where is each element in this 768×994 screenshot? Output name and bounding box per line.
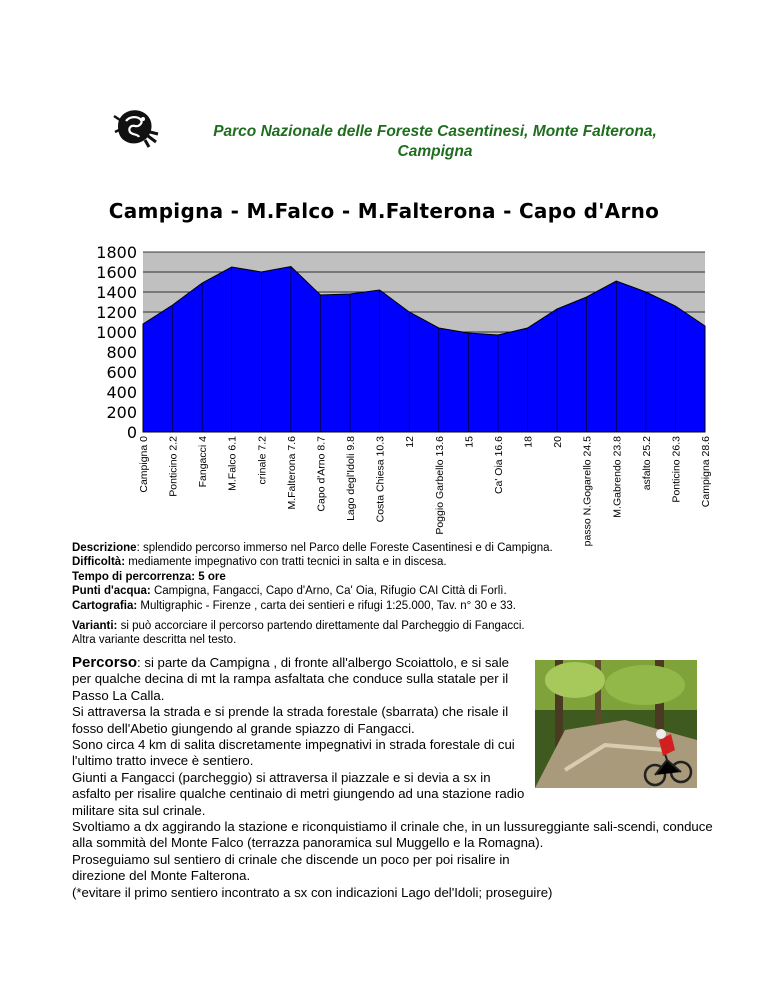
x-tick-label: Campigna 28.6: [700, 436, 712, 508]
elevation-profile-chart: [80, 242, 720, 547]
variants-line-2: Altra variante descritta nel testo.: [72, 634, 237, 647]
y-tick-label: 1400: [96, 283, 137, 302]
route-paragraph-5: Svoltiamo a dx aggirando la stazione e riconquistiamo il crinale che, in un lussureggiante sali-scendi, conduce alla sommità del Monte Falco (terrazza panoramica sul Muggello e la Romagna).: [72, 819, 713, 851]
description-line: [72, 541, 712, 555]
route-paragraph-3: Sono circa 4 km di salita discretamente impegnativi in strada forestale di cui l'ultimo tratto invece è sentiero.: [72, 737, 515, 769]
y-tick-label: 1200: [96, 303, 137, 322]
route-label: Percorso: [72, 654, 138, 671]
route-text-1: : si parte da Campigna , di fronte all'albergo Scoiattolo, e si sale per qualche decina di mt la rampa asfaltata che conduce sulla statale per il Passo La Calla.: [72, 655, 510, 703]
route-paragraph-4: Giunti a Fangacci (parcheggio) si attraversa il piazzale e si devia a sx in asfalto per risalire qualche centinaio di metri giungendo ad una stazione radio militare sita sul crinale.: [72, 769, 525, 818]
water-text: Campigna, Fangacci, Capo d'Arno, Ca' Oia, Rifugio CAI Città di Forlì.: [150, 585, 507, 598]
x-tick-label: 20: [552, 436, 565, 448]
time-line: [72, 570, 712, 584]
x-tick-label: Costa Chiesa 10.3: [374, 436, 387, 523]
route-intro: [72, 655, 527, 819]
x-tick-label: Ca' Oia 16.6: [492, 436, 505, 495]
description-label: Descrizione: [72, 542, 137, 554]
x-tick-label: 12: [404, 436, 417, 448]
x-tick-label: Campigna 0: [138, 436, 150, 493]
y-tick-label: 200: [106, 403, 137, 422]
route-paragraph-1: [72, 655, 527, 704]
y-tick-label: 1800: [96, 243, 137, 262]
y-tick-label: 0: [126, 423, 137, 442]
description-text: : splendido percorso immerso nel Parco delle Foreste Casentinesi e di Campigna.: [136, 542, 553, 554]
x-tick-label: Fangacci 4: [197, 436, 210, 488]
variants-line: [72, 619, 712, 633]
route-paragraph-6: Proseguiamo sul sentiero di crinale che discende un poco per poi risalire in direzione del Monte Falterona.: [72, 851, 510, 884]
variants-text: si può accorciare il percorso partendo direttamente dal Parcheggio di Fangacci.: [117, 620, 525, 632]
x-tick-label: passo N.Gogarello 24.5: [581, 436, 594, 547]
park-logo: [112, 106, 160, 148]
time-label: Tempo di percorrenza: 5 ore: [72, 570, 226, 583]
x-tick-label: crinale 7.2: [256, 436, 269, 485]
difficulty-label: Difficoltà:: [72, 556, 126, 569]
difficulty-line: [72, 555, 712, 569]
map-label: Cartografia:: [72, 599, 138, 612]
x-tick-label: asfalto 25.2: [640, 436, 653, 491]
variants-section: [72, 619, 712, 648]
info-section: [72, 541, 712, 613]
title-line-2: Campigna: [397, 143, 473, 160]
y-tick-label: 400: [106, 383, 137, 402]
title-line-1: Parco Nazionale delle Foreste Casentinesi, Monte Falterona,: [213, 123, 657, 140]
y-tick-label: 1600: [96, 263, 137, 282]
map-text: Multigraphic - Firenze , carta dei sentieri e rifugi 1:25.000, Tav. n° 30 e 33.: [137, 599, 516, 612]
x-tick-label: M.Gabrendo 23.8: [611, 436, 624, 518]
x-tick-label: M.Falterona 7.6: [285, 436, 298, 510]
water-line: [72, 584, 712, 598]
variants-label: Varianti:: [72, 620, 118, 632]
x-tick-label: Poggio Garbello 13.6: [433, 436, 446, 535]
x-tick-label: 18: [522, 436, 535, 448]
x-tick-label: M.Falco 6.1: [226, 436, 239, 491]
route-paragraph-7: (*evitare il primo sentiero incontrato a sx con indicazioni Lago del'Idoli; proseguire): [72, 884, 553, 900]
x-tick-label: Ponticino 2.2: [167, 436, 180, 497]
y-tick-label: 600: [106, 363, 137, 382]
x-tick-label: Capo d'Arno 8.7: [315, 436, 328, 512]
x-tick-label: Ponticino 26.3: [670, 436, 683, 503]
difficulty-text: mediamente impegnativo con tratti tecnici in salta e in discesa.: [125, 556, 447, 569]
water-label: Punti d'acqua:: [72, 585, 151, 598]
y-tick-label: 800: [106, 343, 137, 362]
route-section: [72, 655, 732, 901]
route-paragraph-2: Si attraversa la strada e si prende la strada forestale (sbarrata) che risale il fosso dell'Abetio giungendo al grande spiazzo di Fangacci.: [72, 704, 509, 736]
y-tick-label: 1000: [96, 323, 137, 342]
x-tick-label: Lago degl'Idoli 9.8: [345, 436, 358, 521]
document-title: [170, 122, 700, 162]
x-tick-label: 15: [463, 436, 476, 448]
map-line: [72, 599, 712, 613]
chart-title: Campigna - M.Falco - M.Falterona - Capo d'Arno: [108, 199, 660, 223]
